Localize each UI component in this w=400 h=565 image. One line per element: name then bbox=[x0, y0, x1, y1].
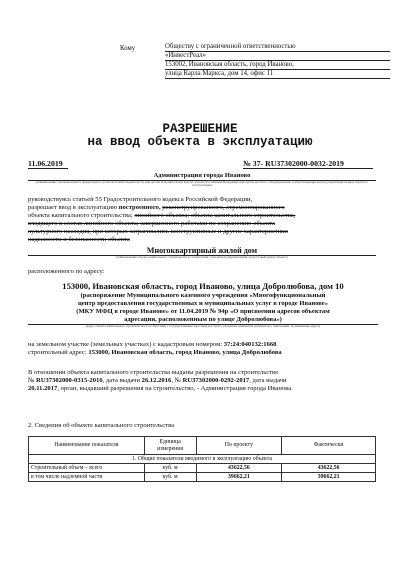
permits-block bbox=[28, 369, 378, 393]
land-block bbox=[28, 341, 378, 357]
address-line: (распоряжение Муниципального казенного учреждения «Многофункциональный bbox=[80, 291, 326, 299]
table-row bbox=[29, 464, 376, 473]
located-label: расположенного по адресу: bbox=[28, 268, 105, 275]
permits-line3 bbox=[28, 385, 378, 393]
addressee-line: Обществу с ограниченной ответственностью bbox=[165, 43, 390, 52]
permit-number-1: RU37302000-0315-2016 bbox=[35, 376, 103, 384]
section-row-label: 1. Общие показатели вводимого в эксплуатацию объекта bbox=[29, 455, 376, 464]
cell-indicator: в том числе надземной части bbox=[29, 473, 145, 482]
cell-actual: 39662,21 bbox=[282, 473, 376, 482]
cell-project: 43622,56 bbox=[196, 464, 282, 473]
permit-number-2: RU37302000-0292-2017 bbox=[182, 376, 250, 384]
permits-text: № bbox=[28, 376, 35, 384]
cell-project: 39662,21 bbox=[196, 473, 282, 482]
authority-name: Администрация города Иваново bbox=[28, 172, 376, 181]
strike-line: входящего в состав линейного объекта; завершенного работами по сохранению объекта bbox=[28, 219, 275, 227]
object-caption: (наименование объекта капитального строительства в соответствии с проектной документацией, кадастровый номер объекта) bbox=[116, 255, 288, 259]
allows-text: разрешает ввод в эксплуатацию bbox=[28, 203, 118, 211]
indicators-table bbox=[28, 436, 376, 482]
cadastral-label: на земельном участке (земельных участках) с кадастровым номером: bbox=[28, 341, 223, 348]
column-header: По проекту bbox=[196, 437, 282, 455]
object-name: Многоквартирный жилой дом bbox=[28, 246, 376, 256]
section2-heading: 2. Сведения об объекте капитального строительства bbox=[28, 422, 175, 429]
column-header: Наименование показателя bbox=[29, 437, 145, 455]
strike-line: культурного наследия, при которых затрагивались конструктивные и другие характеристики bbox=[28, 227, 288, 235]
permit-date-2: 20.11.2017 bbox=[28, 384, 58, 392]
object-label: объекта капитального строительства; bbox=[28, 211, 133, 219]
land-line2 bbox=[28, 349, 378, 357]
permits-line2 bbox=[28, 377, 378, 385]
permit-number: № 37- RU37302000-0032-2019 bbox=[243, 159, 373, 169]
title-line1: РАЗРЕШЕНИЕ bbox=[162, 122, 238, 136]
allows-bold: построенного, bbox=[118, 203, 161, 211]
cell-unit: куб. м bbox=[144, 464, 196, 473]
address-line: центр предоставления государственных и муниципальных услуг в городе Иванове» bbox=[77, 299, 329, 307]
column-header: Единица измерения bbox=[144, 437, 196, 455]
authority-caption: (наименование уполномоченного федерального органа исполнительной власти, или органа исполнительной власти субъекта Российской Федерации, или органа местного самоуправления, осуществляющих выдачу разрешения на ввод объекта в эксплуатацию) bbox=[36, 180, 368, 188]
table-header-row bbox=[29, 437, 376, 455]
cell-unit: куб. м bbox=[144, 473, 196, 482]
document-title bbox=[0, 123, 400, 149]
permits-line1: В отношении объекта капитального строительства выданы разрешения на строительство bbox=[28, 369, 279, 376]
land-line1 bbox=[28, 341, 378, 349]
cell-indicator: Строительный объем – всего bbox=[29, 464, 145, 473]
allows-line bbox=[28, 204, 378, 212]
cadastral-number: 37:24:040132:1668 bbox=[223, 341, 277, 348]
cell-actual: 43622,56 bbox=[282, 464, 376, 473]
address-line1: 153000, Ивановская область, город Иваново, улица Добролюбова, дом 10 bbox=[62, 281, 344, 291]
address-line: (МКУ МФЦ в городе Иванове» от 11.04.2019 № 94р «О присвоении адресов объектам bbox=[76, 307, 330, 315]
address-caption: (адрес объекта капитального строительства в соответствии с государственным адресным реестром с указанием реквизитов документов о присвоении, об изменении адреса) bbox=[85, 323, 321, 328]
permit-body bbox=[28, 196, 378, 243]
column-header: Фактически bbox=[282, 437, 376, 455]
title-line2: на ввод объекта в эксплуатацию bbox=[87, 135, 313, 149]
build-address-label: строительный адрес: bbox=[28, 348, 87, 356]
permits-text: , № bbox=[171, 376, 181, 384]
addressee-line: улица Карла Маркса, дом 14, офис 11 bbox=[165, 70, 390, 79]
build-address: 153000, Ивановская область, город Иваново, улица Добролюбова bbox=[88, 348, 282, 356]
addressee-line: «ИнвестРеал» bbox=[165, 52, 390, 61]
permit-date-1: 26.12.2016 bbox=[141, 376, 172, 384]
addressee-line: 153002, Ивановская область, город Иваново, bbox=[165, 61, 390, 70]
object-line bbox=[28, 212, 378, 220]
table-row bbox=[29, 473, 376, 482]
address-line: адресации, расположенным по улице Добролюбова») bbox=[28, 316, 378, 325]
table-section-row bbox=[29, 455, 376, 464]
permits-text: , дата выдачи bbox=[102, 376, 140, 384]
object-name-block bbox=[28, 246, 376, 260]
authority-block bbox=[28, 172, 376, 192]
addressee-block bbox=[165, 43, 390, 79]
allows-strike: реконструированного, отремонтированного bbox=[162, 203, 285, 211]
issue-date: 11.06.2019 bbox=[28, 159, 68, 169]
address-block bbox=[28, 282, 378, 328]
permits-text: , орган, выдавший разрешения на строительство, - Администрация города Иванова. bbox=[57, 384, 293, 392]
permits-text: , дата выдачи bbox=[249, 376, 287, 384]
object-strike: линейного объекта; объекта капитального строительства, bbox=[134, 211, 296, 219]
to-label: Кому bbox=[120, 45, 136, 52]
guided-line: руководствуясь статьей 55 Градостроительного кодекса Российской Федерации, bbox=[28, 196, 253, 203]
strike-line: надежности и безопасности объекта bbox=[28, 235, 130, 243]
